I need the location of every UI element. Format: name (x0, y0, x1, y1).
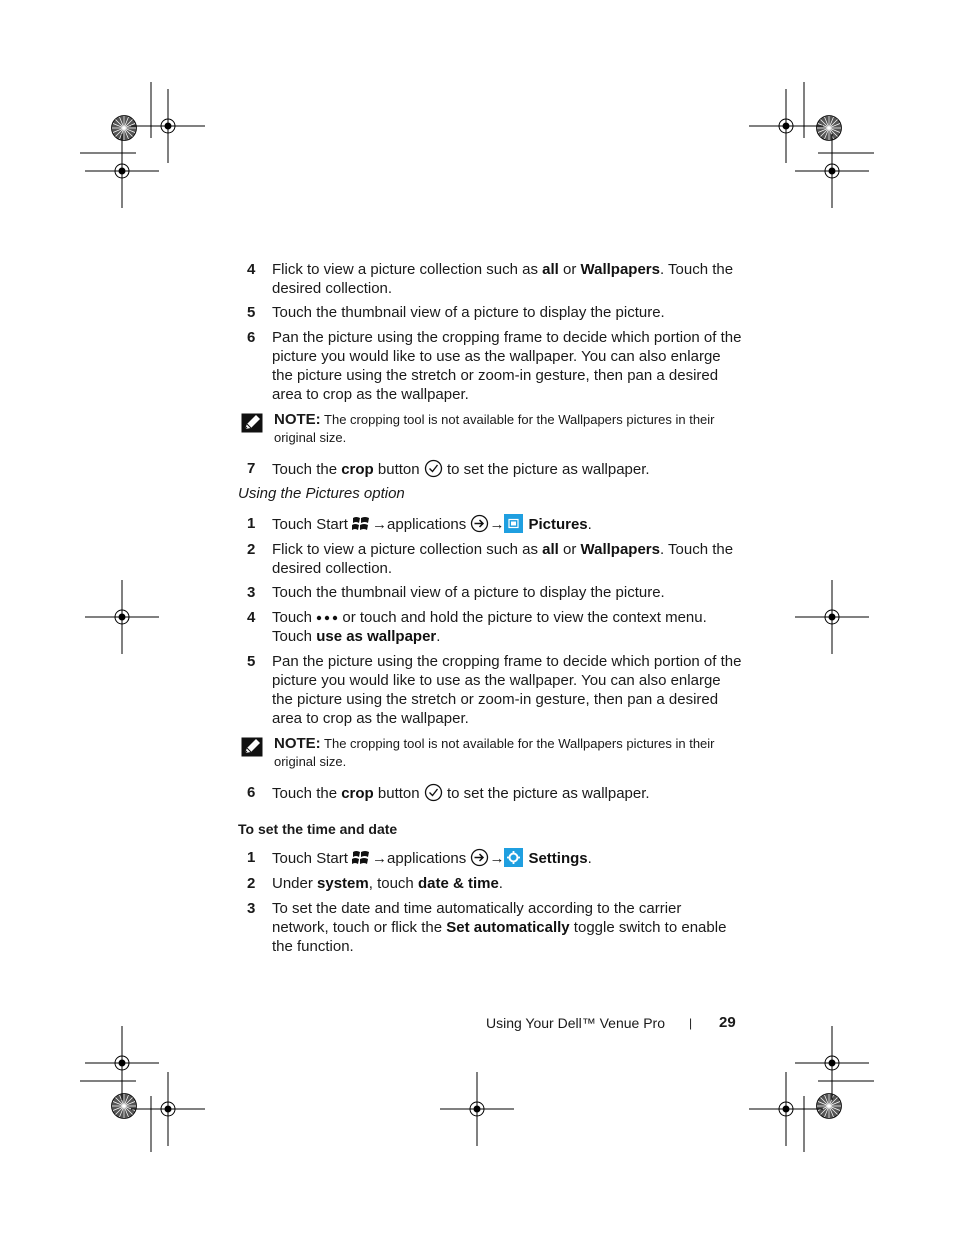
step-text: Touch the thumbnail view of a picture to display the picture. (272, 304, 665, 321)
footer-title: Using Your Dell™ Venue Pro (486, 1015, 665, 1031)
step-text: Pan the picture using the cropping frame to decide which portion of the picture you would like to use as the wallpaper. You can also enlarge the picture using the stretch or zoom-in gesture, then pan a desired area to crop as the wallpaper. (272, 653, 742, 727)
settings-tile-icon (504, 848, 523, 867)
subheading: Using the Pictures option (238, 485, 405, 502)
step-text: Touch or touch and hold the picture to view the context menu. Touch use as wallpaper. (272, 609, 707, 645)
windows-start-icon (352, 515, 372, 533)
page-number: 29 (719, 1014, 736, 1031)
step-number: 4 (247, 261, 256, 278)
step-text: Flick to view a picture collection such as all or Wallpapers. Touch the desired collection. (272, 541, 734, 577)
pencil-note-icon (241, 737, 263, 757)
section-heading: To set the time and date (238, 821, 398, 837)
pencil-note-icon (241, 413, 263, 433)
note-text: NOTE: The cropping tool is not available for the Wallpapers pictures in their original size. (274, 411, 715, 445)
step-text: Touch the crop button to set the picture as wallpaper. (272, 785, 650, 802)
step-number: 5 (247, 653, 256, 670)
step-number: 6 (247, 329, 256, 346)
step-number: 6 (247, 784, 256, 801)
windows-start-icon (352, 849, 372, 867)
step-number: 1 (247, 849, 256, 866)
step-number: 4 (247, 609, 256, 626)
step-number: 3 (247, 900, 256, 917)
step-number: 2 (247, 875, 256, 892)
check-circle-icon (424, 459, 443, 478)
step-number: 7 (247, 460, 256, 477)
step-text: Under system, touch date & time. (272, 875, 503, 892)
check-circle-icon (424, 783, 443, 802)
arrow-circle-icon (470, 514, 489, 533)
step-number: 5 (247, 304, 256, 321)
step-number: 3 (247, 584, 256, 601)
arrow-circle-icon (470, 848, 489, 867)
step-text: To set the date and time automatically according to the carrier network, touch or flick the Set automatically toggle switch to enable the function. (272, 900, 727, 955)
ellipsis-icon (316, 611, 338, 623)
step-text: Touch the crop button to set the picture as wallpaper. (272, 461, 650, 478)
step-text: Touch the thumbnail view of a picture to display the picture. (272, 584, 665, 601)
pictures-tile-icon (504, 514, 523, 533)
step-number: 2 (247, 541, 256, 558)
step-text: Pan the picture using the cropping frame to decide which portion of the picture you would like to use as the wallpaper. You can also enlarge the picture using the stretch or zoom-in gesture, then pan a desired area to crop as the wallpaper. (272, 329, 742, 403)
step-text: Touch Start →applications → Settings. (272, 850, 592, 867)
step-text: Touch Start →applications → Pictures. (272, 516, 592, 533)
note-text: NOTE: The cropping tool is not available for the Wallpapers pictures in their original size. (274, 735, 715, 769)
footer-separator: | (689, 1016, 693, 1030)
step-number: 1 (247, 515, 256, 532)
step-text: Flick to view a picture collection such as all or Wallpapers. Touch the desired collection. (272, 261, 734, 297)
